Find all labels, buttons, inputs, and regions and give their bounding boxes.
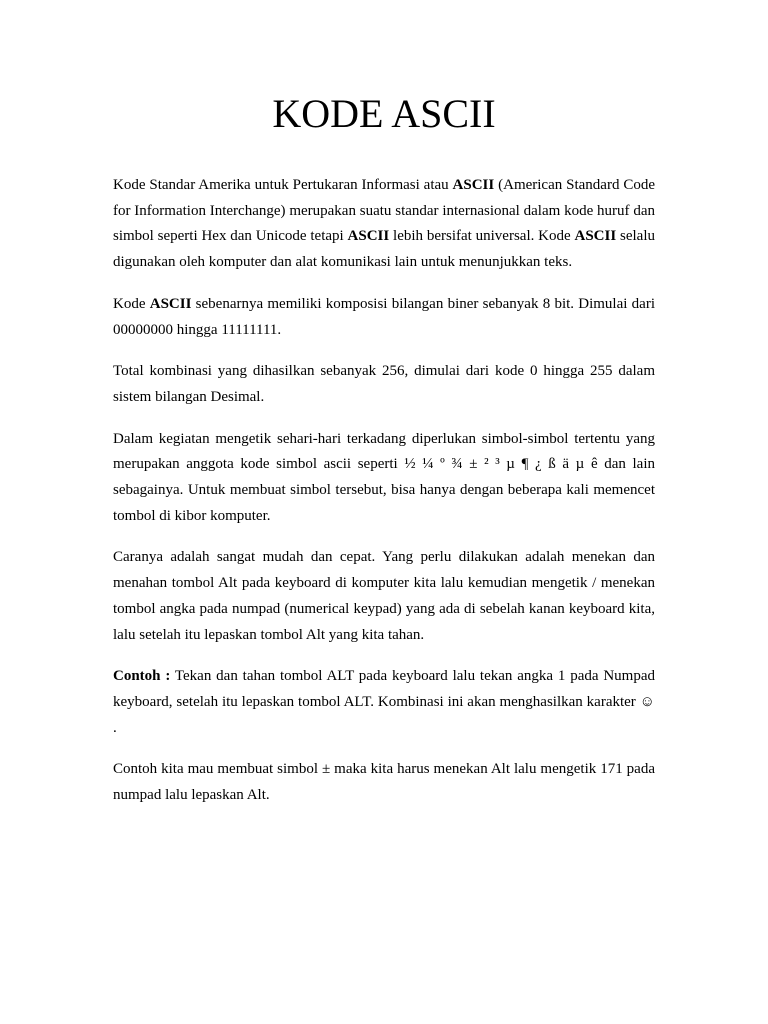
paragraph-total-combinations: Total kombinasi yang dihasilkan sebanyak 256, dimulai dari kode 0 hingga 255 dalam sistem bilangan Desimal. [113, 363, 655, 405]
example-label: Contoh : [113, 668, 171, 685]
bold-term: ASCII [452, 177, 495, 193]
paragraph-text: sebenarnya memiliki komposisi bilangan biner sebanyak 8 bit. Dimulai dari 00000000 hingga 11111111. [113, 295, 655, 338]
document-body [113, 173, 655, 826]
paragraph-text: Kode [113, 295, 150, 312]
paragraph-how-to: Caranya adalah sangat mudah dan cepat. Yang perlu dilakukan adalah menekan dan menahan tombol Alt pada keyboard di komputer kita lalu kemudian mengetik / menekan tombol angka pada numpad (numerical keypad) yang ada di sebelah kanan keyboard kita, lalu setelah itu lepaskan tombol Alt yang kita tahan. [113, 549, 655, 643]
paragraph-text: Kode Standar Amerika untuk Pertukaran Informasi atau [113, 177, 453, 193]
bold-term: ASCII [574, 228, 617, 245]
bold-term: ASCII [347, 228, 390, 245]
paragraph-text: (American Standard Code for Information Interchange) merupakan suatu standar internasional dalam kode huruf dan simbol seperti Hex dan Unicode tetapi [113, 177, 655, 245]
paragraph-plus-minus-example: Contoh kita mau membuat simbol ± maka kita harus menekan Alt lalu mengetik 171 pada numpad lalu lepaskan Alt. [113, 761, 655, 804]
paragraph-text: selalu digunakan oleh komputer dan alat komunikasi lain untuk menunjukkan teks. [113, 228, 655, 271]
paragraph-text: lebih bersifat universal. Kode [389, 228, 575, 245]
paragraph-text: Tekan dan tahan tombol ALT pada keyboard lalu tekan angka 1 pada Numpad keyboard, setelah itu lepaskan tombol ALT. Kombinasi ini akan menghasilkan karakter ☺ . [113, 668, 655, 736]
paragraph-special-symbols: Dalam kegiatan mengetik sehari-hari terkadang diperlukan simbol-simbol tertentu yang merupakan anggota kode simbol ascii seperti ½ ¼ º ¾ ± ² ³ µ ¶ ¿ ß ä µ ê dan lain sebagainya. Untuk membuat simbol tersebut, bisa hanya dengan beberapa kali memencet tombol di kibor komputer. [113, 430, 655, 524]
paragraph-ascii-definition [113, 173, 655, 276]
document-title: KODE ASCII [272, 91, 496, 136]
paragraph-example [113, 664, 655, 741]
bold-term: ASCII [149, 295, 192, 312]
paragraph-binary-composition [113, 292, 655, 343]
